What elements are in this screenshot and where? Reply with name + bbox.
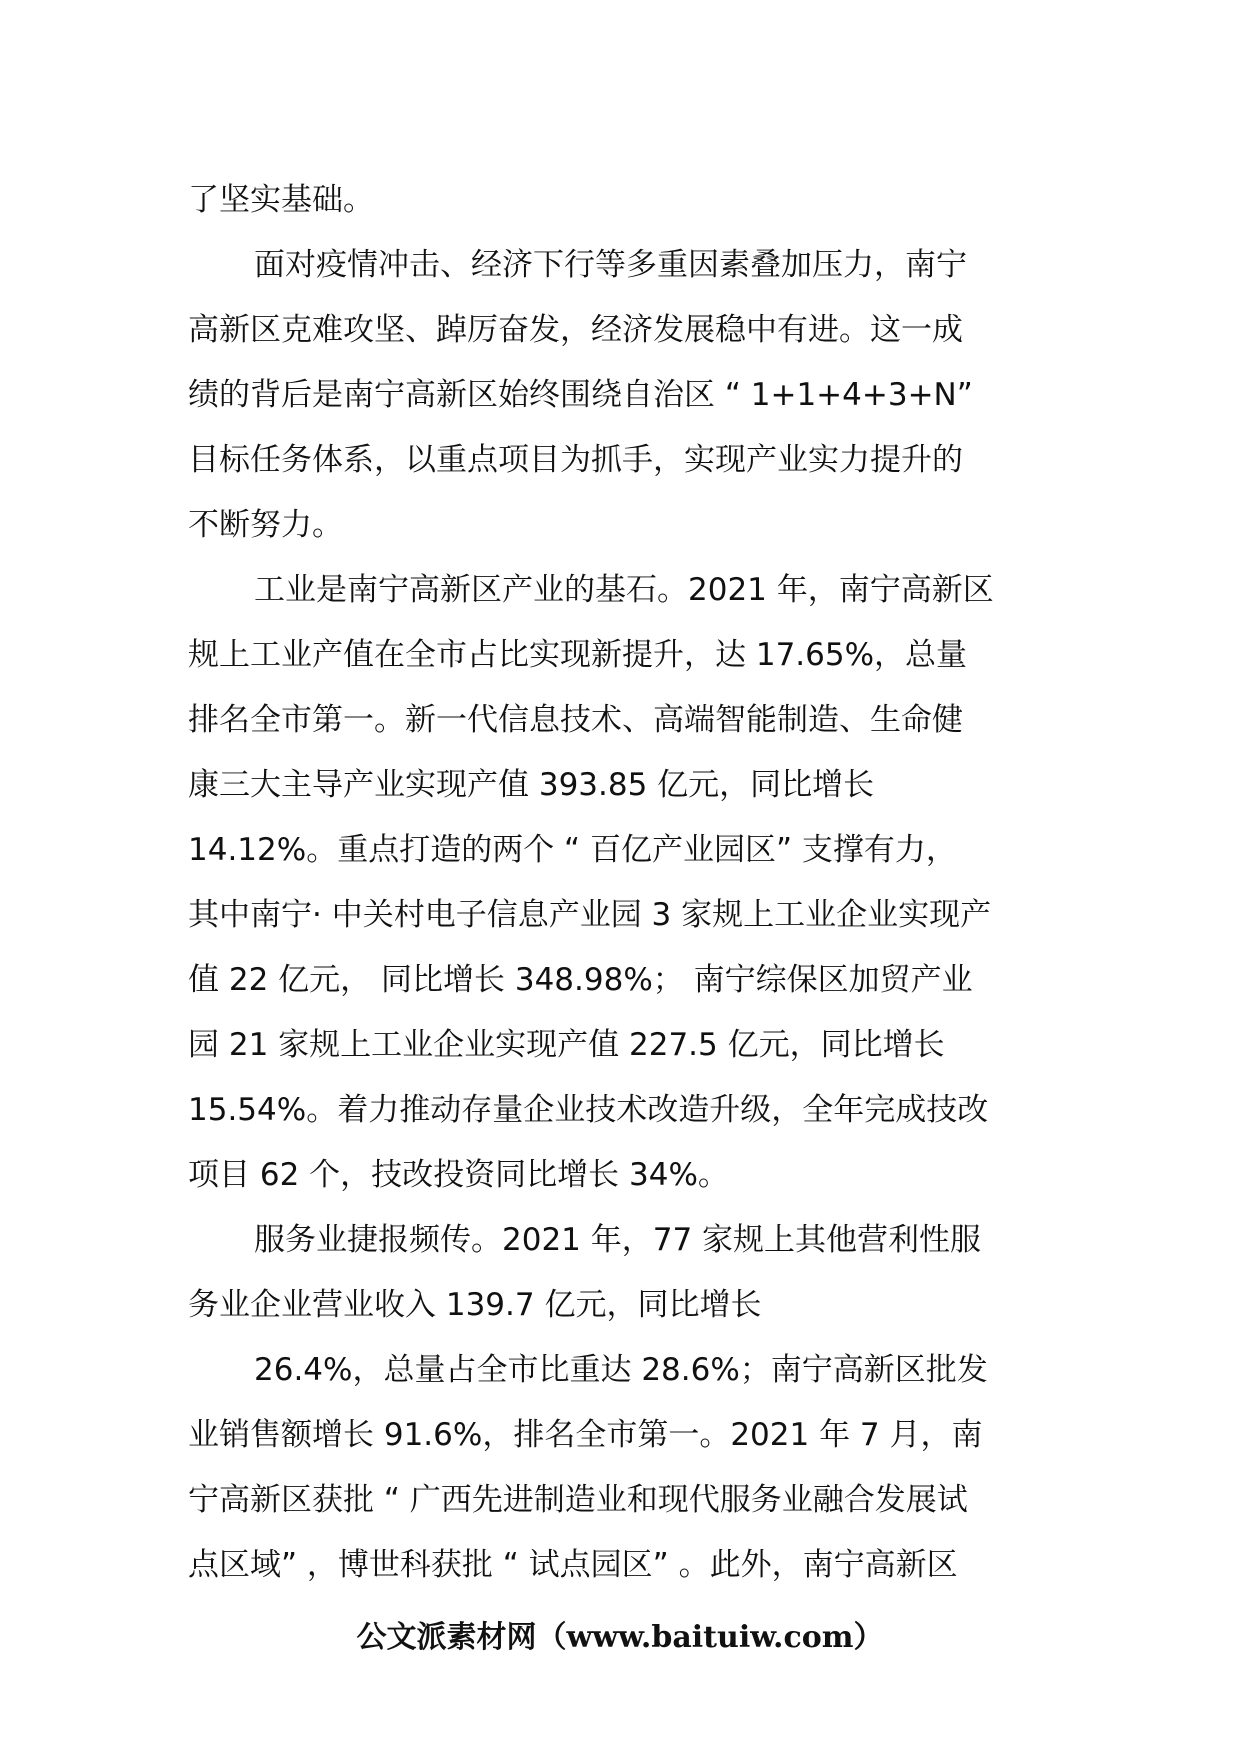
text-line: 面对疫情冲击、经济下行等多重因素叠加压力，南宁 (254, 247, 967, 283)
text-line: 工业是南宁高新区产业的基石。2021 年，南宁高新区 (254, 572, 994, 608)
text-line: 绩的背后是南宁高新区始终围绕自治区 “ 1+1+4+3+N” (188, 377, 973, 413)
text-line: 14.12%。重点打造的两个 “ 百亿产业园区” 支撑有力， (188, 832, 957, 868)
text-line: 项目 62 个，技改投资同比增长 34%。 (188, 1157, 729, 1193)
text-line: 高新区克难攻坚、踔厉奋发，经济发展稳中有进。这一成 (188, 312, 963, 348)
text-line: 排名全市第一。新一代信息技术、高端智能制造、生命健 (188, 702, 963, 738)
footer-watermark: 公文派素材网（www.baituiw.com） (356, 1620, 884, 1655)
text-line: 点区域” ，博世科获批 “ 试点园区” 。此外，南宁高新区 (188, 1547, 958, 1583)
text-line: 了坚实基础。 (188, 182, 374, 218)
text-line: 目标任务体系，以重点项目为抓手，实现产业实力提升的 (188, 442, 963, 478)
document-body (188, 168, 1058, 1598)
paragraph-4 (188, 1208, 1058, 1338)
text-line: 服务业捷报频传。2021 年，77 家规上其他营利性服 (254, 1222, 982, 1258)
text-line: 15.54%。着力推动存量企业技术改造升级，全年完成技改 (188, 1092, 989, 1128)
text-line: 规上工业产值在全市占比实现新提升，达 17.65%，总量 (188, 637, 968, 673)
text-line: 其中南宁· 中关村电子信息产业园 3 家规上工业企业实现产 (188, 897, 992, 933)
paragraph-2 (188, 233, 1058, 558)
text-line: 业销售额增长 91.6%，排名全市第一。2021 年 7 月，南 (188, 1417, 983, 1453)
text-line: 26.4%，总量占全市比重达 28.6%；南宁高新区批发 (254, 1352, 988, 1388)
text-line: 务业企业营业收入 139.7 亿元，同比增长 (188, 1287, 762, 1323)
paragraph-1 (188, 168, 1058, 233)
paragraph-5 (188, 1338, 1058, 1598)
text-line: 不断努力。 (188, 507, 343, 543)
text-line: 康三大主导产业实现产值 393.85 亿元，同比增长 (188, 767, 875, 803)
paragraph-3 (188, 558, 1058, 1208)
text-line: 宁高新区获批 “ 广西先进制造业和现代服务业融合发展试 (188, 1482, 968, 1518)
text-line: 值 22 亿元， 同比增长 348.98%； 南宁综保区加贸产业 (188, 962, 973, 998)
text-line: 园 21 家规上工业企业实现产值 227.5 亿元，同比增长 (188, 1027, 945, 1063)
